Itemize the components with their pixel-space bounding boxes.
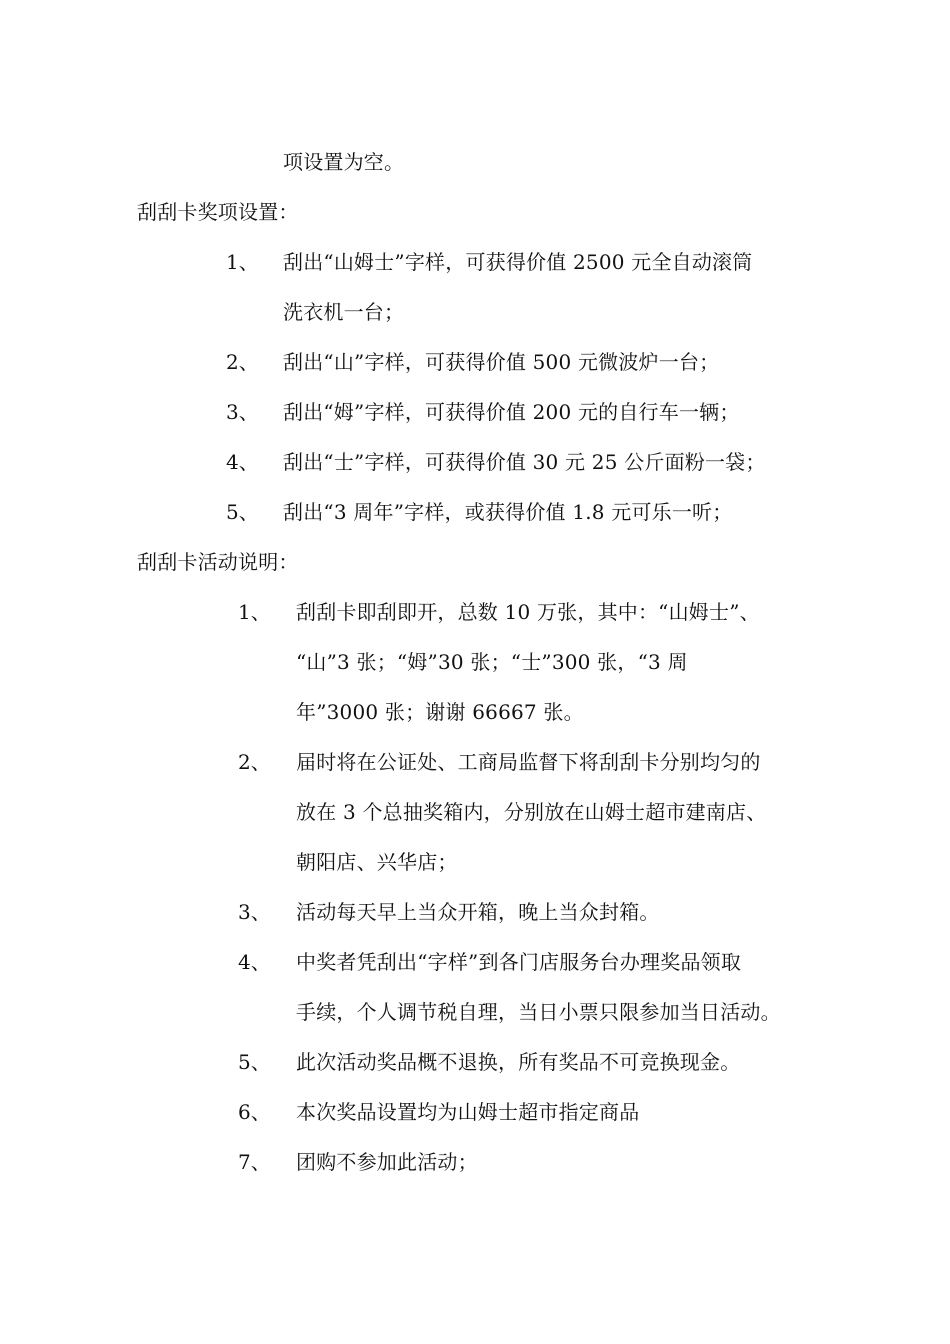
prize-item-4-number: 4、 xyxy=(226,450,259,474)
rule-item-1-line-2: “山”3 张；“姆”30 张；“士”300 张，“3 周 xyxy=(296,650,688,674)
prize-item-1-line-1: 刮出“山姆士”字样，可获得价值 2500 元全自动滚筒 xyxy=(283,250,753,274)
rule-item-6-number: 6、 xyxy=(238,1100,271,1124)
continuation-text: 项设置为空。 xyxy=(283,150,405,174)
prize-item-4-line-1: 刮出“士”字样，可获得价值 30 元 25 公斤面粉一袋； xyxy=(283,450,766,474)
rule-item-1-line-1: 刮刮卡即刮即开，总数 10 万张，其中：“山姆士”、 xyxy=(296,600,760,624)
rule-item-2-line-2: 放在 3 个总抽奖箱内，分别放在山姆士超市建南店、 xyxy=(296,800,767,824)
rule-item-5-line-1: 此次活动奖品概不退换，所有奖品不可竞换现金。 xyxy=(296,1050,741,1074)
rules-heading: 刮刮卡活动说明： xyxy=(137,550,299,574)
rule-item-1-line-3: 年”3000 张；谢谢 66667 张。 xyxy=(296,700,584,724)
prize-item-3-line-1: 刮出“姆”字样，可获得价值 200 元的自行车一辆； xyxy=(283,400,740,424)
rule-item-4-number: 4、 xyxy=(238,950,271,974)
rule-item-3-line-1: 活动每天早上当众开箱，晚上当众封箱。 xyxy=(296,900,660,924)
rule-item-2-line-3: 朝阳店、兴华店； xyxy=(296,850,458,874)
prize-item-5-line-1: 刮出“3 周年”字样，或获得价值 1.8 元可乐一听； xyxy=(283,500,733,524)
prize-item-2-number: 2、 xyxy=(226,350,259,374)
prize-item-5-number: 5、 xyxy=(226,500,259,524)
rule-item-4-line-1: 中奖者凭刮出“字样”到各门店服务台办理奖品领取 xyxy=(296,950,742,974)
prize-item-3-number: 3、 xyxy=(226,400,259,424)
rule-item-1-number: 1、 xyxy=(238,600,271,624)
prize-item-2-line-1: 刮出“山”字样，可获得价值 500 元微波炉一台； xyxy=(283,350,720,374)
rule-item-3-number: 3、 xyxy=(238,900,271,924)
prize-item-1-line-2: 洗衣机一台； xyxy=(283,300,405,324)
prize-item-1-number: 1、 xyxy=(226,250,259,274)
rule-item-4-line-2: 手续，个人调节税自理，当日小票只限参加当日活动。 xyxy=(296,1000,781,1024)
rule-item-5-number: 5、 xyxy=(238,1050,271,1074)
rule-item-2-line-1: 届时将在公证处、工商局监督下将刮刮卡分别均匀的 xyxy=(296,750,761,774)
rule-item-7-line-1: 团购不参加此活动； xyxy=(296,1150,478,1174)
rule-item-7-number: 7、 xyxy=(238,1150,271,1174)
rule-item-2-number: 2、 xyxy=(238,750,271,774)
prizes-heading: 刮刮卡奖项设置： xyxy=(137,200,299,224)
rule-item-6-line-1: 本次奖品设置均为山姆士超市指定商品 xyxy=(296,1100,640,1124)
